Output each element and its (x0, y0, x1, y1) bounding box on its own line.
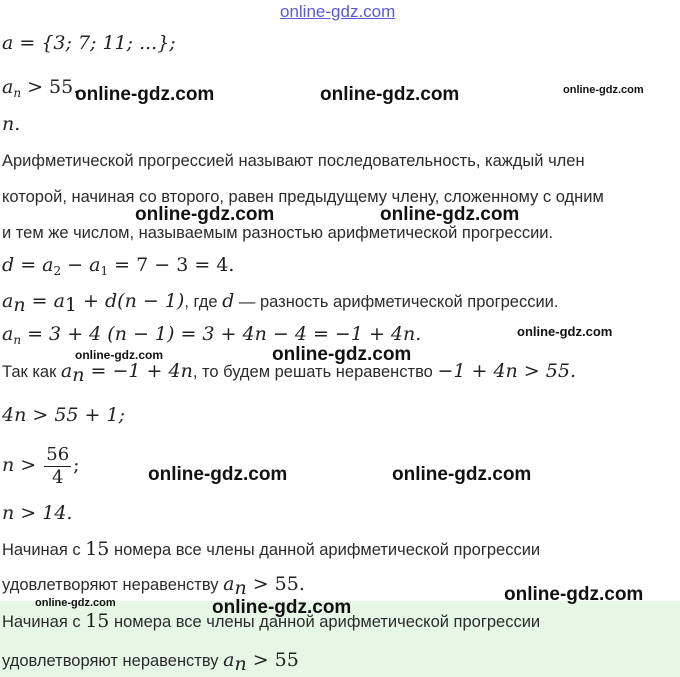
inequality-line-3: n > 14. (2, 502, 73, 524)
watermark: online-gdz.com (35, 597, 116, 609)
watermark: online-gdz.com (272, 344, 412, 365)
conclusion-line-2: удовлетворяют неравенству $a_n > 55$. (2, 573, 305, 599)
watermark: online-gdz.com (504, 584, 644, 605)
inequality-line-1: 4n > 55 + 1; (2, 404, 125, 426)
fraction: $\frac{56}{4}$ (46, 443, 70, 488)
watermark: online-gdz.com (280, 2, 396, 21)
watermark: online-gdz.com (75, 84, 215, 105)
conclusion-line-1: Начиная с 15 номера все члены данной арифметической прогрессии (2, 538, 541, 560)
watermark: online-gdz.com (563, 84, 644, 96)
inequality-line-2: n > $\frac{56}{4}$ ; (2, 443, 80, 488)
definition-line-3: и тем же числом, называемым разностью арифметической прогрессии. (2, 224, 554, 242)
watermark: online-gdz.com (75, 348, 163, 362)
watermark: online-gdz.com (392, 464, 532, 485)
substitution-line: $a_n = 3 + 4$ (n − 1) = 3 + 4n − 4 = −1 + 4n. (2, 323, 422, 347)
watermark: online-gdz.com (212, 597, 352, 618)
watermark: online-gdz.com (380, 204, 520, 225)
watermark: online-gdz.com (135, 204, 275, 225)
difference-calc-line: $d = a_2 - a_1 = 7 - 3 = 4$. (2, 254, 235, 278)
watermark: online-gdz.com (517, 324, 613, 339)
answer-line-2: удовлетворяют неравенству $a_n > 55$ (2, 649, 299, 675)
set-a-line: a = {3; 7; 11; ...}; (2, 32, 176, 54)
answer-line-1: Начиная с 15 номера все члены данной арифметической прогрессии (2, 610, 541, 632)
definition-line-2: которой, начиная со второго, равен предыдущему члену, сложенному с одним (2, 188, 604, 206)
watermark: online-gdz.com (320, 84, 460, 105)
watermark: online-gdz.com (148, 464, 288, 485)
formula-line: $a_n = a_1 + d(n - 1)$, где d — разность арифметической прогрессии. (2, 290, 559, 316)
definition-line-1: Арифметической прогрессией называют последовательность, каждый член (2, 152, 585, 170)
since-line: Так как $a_n = -1 + 4n$, то будем решать неравенство −1 + 4n > 55. (2, 360, 576, 386)
an-condition-line: $a_n > 55$. (2, 76, 80, 100)
n-variable-line: n. (2, 113, 21, 135)
